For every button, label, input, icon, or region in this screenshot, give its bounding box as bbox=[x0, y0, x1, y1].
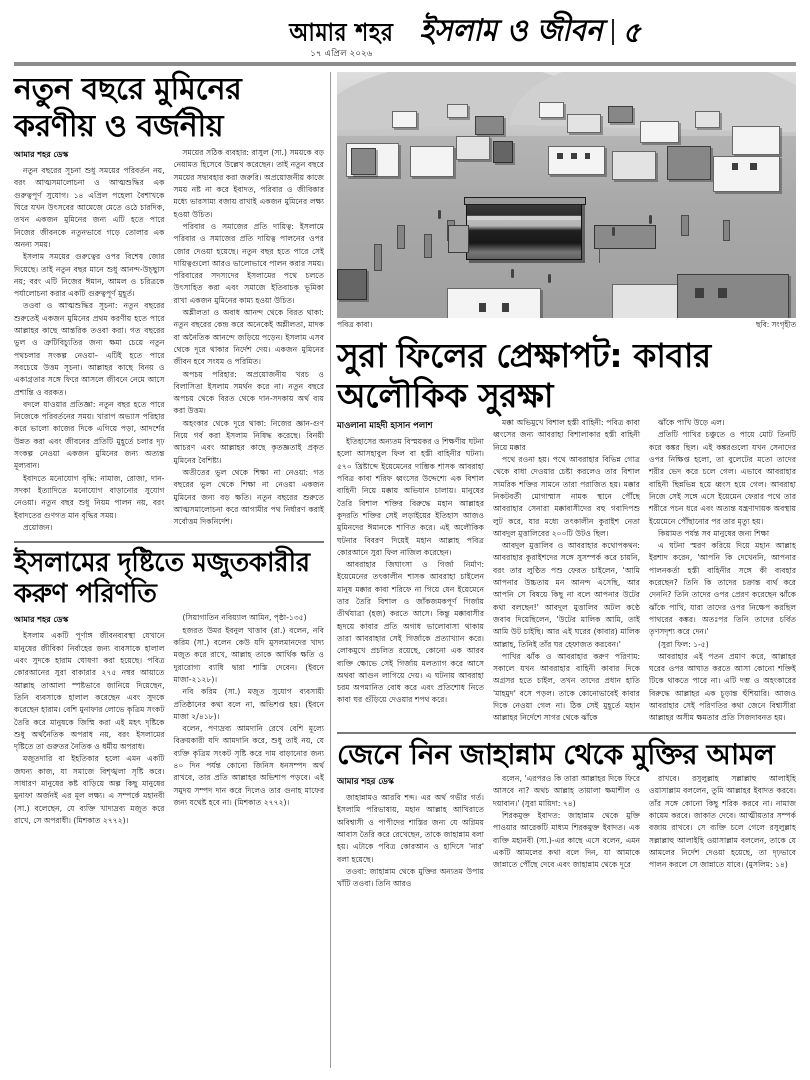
paragraph: ইবাদতে মনোযোগ বৃদ্ধি: নামাজ, রোজা, দান-সদকা ইত্যাদিতে মনোযোগ বাড়ানোর সুযোগ নেওয়া। নতুন বছর শুধু নিয়ম পালন নয়, বরং ইবাদতের গুণগত মান বৃদ্ধির সময়। bbox=[14, 473, 165, 520]
paragraph: রাখবে। রসুলুল্লাহ সল্লাল্লাহু আলাইহি ওয়াসাল্লাম বললেন, তুমি আল্লাহর ইবাদত করবে। তাঁর সঙ্গে কোনো কিছু শরিক করবে না। নামাজ কায়েম করবে। জাকাত দেবে। আত্মীয়তার সম্পর্ক বজায় রাখবে। সে ব্যক্তি চলে গেলে রসুলুল্লাহ সল্লাল্লাহু আলাইহি ওয়াসাল্লাম বললেন, তাকে যে আমলের নির্দেশ দেওয়া হয়েছে, তা দৃঢ়ভাবে পালন করলে সে জান্নাতে যাবে। (মুসলিম: ১৪) bbox=[649, 774, 796, 870]
paragraph: মক্কা অভিমুখে বিশাল হস্তী বাহিনী: পবিত্র কাবা ধ্বংসের জন্য আবরাহা বিশালাকার হস্তী বাহিনী নিয়ে মক্কার bbox=[493, 418, 640, 452]
photo-caption-text: পবিত্র কাবা। bbox=[337, 320, 373, 329]
page-content bbox=[0, 66, 810, 1078]
paragraph: তওবা ও আত্মশুদ্ধির সূচনা: নতুন বছরের শুরুতেই একজন মুমিনের প্রথম করণীয় হতে পারে আল্লাহর কাছে আন্তরিক তওবা করা। গত বছরের ভুল ও ত্রুটিবিচ্যুতির জন্য ক্ষমা চেয়ে নতুন পথচলার সংকল্প নেওয়া– এটিই হতে পারে সবচেয়ে উত্তম সূচনা। আল্লাহর কাছে বিনয় ও একাগ্রতার সঙ্গে ফিরে আসলে জীবনে নেমে আসে প্রশান্তি ও বরকত। bbox=[14, 301, 165, 397]
paragraph: পথে রওনা হয়। পথে আবরাহার বিভিন্ন গোত্র থেকে বাধা দেওয়ার চেষ্টা করলেও তার বিশাল সামরিক শক্তির সামনে তারা পরাজিত হয়। মক্কার নিকটবর্তী মোগাম্মাস নামক স্থানে পৌঁছে আবরাহার সেনারা মক্কাবাসীদের বহু গবাদিপশু লুট করে, যার মধ্যে তৎকালীন কুরাইশ নেতা আবদুল মুত্তালিবের ২০০টি উটও ছিল। bbox=[493, 455, 640, 538]
article-jahannam bbox=[337, 739, 796, 1068]
paragraph: প্রয়োজন। bbox=[23, 522, 53, 532]
article-jahannam-body bbox=[337, 773, 796, 890]
article-hoarding-byline: আমার শহর ডেস্ক bbox=[14, 615, 69, 625]
paragraph: হজরত উমর ইবনুল খাত্তাব (রা.) বলেন, নবি করিম (সা.) বলেন কেউ যদি মুসলমানদের খাদ্য মজুত করে রাখে, আল্লাহ তাকে আর্থিক ক্ষতি ও দুরারোগ্য ব্যাধি দ্বারা শাস্তি দেবেন। (ইবনে মাজা-২১২৮)। bbox=[173, 625, 324, 684]
paragraph: আবদুল মুত্তালিব ও আবরাহার কথোপকথন: আবরাহার কুরাইশদের সঙ্গে সুসম্পর্ক করে চায়নি, বরং তার লুণ্ঠিত পশু ফেরত চাইলেন, 'আমি আপনার উচ্চতায় মন আনন্দ এসেছি, আর আপনি সে বিষয়ে কিছু না বলে আপনার উটের কথা বলছেন!' আবদুল মুত্তালিব অটল কণ্ঠে জবাব দিয়েছিলেন, 'উটের মালিক আমি, তাই আমি উট চাইছি। আর এই ঘরের (কাবার) মালিক আল্লাহ, তিনিই তাঁর ঘর হেফাজত করবেন।' bbox=[493, 541, 640, 649]
paragraph: বলেন, পণ্যদ্রব্য আমদানি রেখে বেশি মূল্যে বিক্রয়কারী যদি আমদানি করে, শুধু তাই নয়, যে ব্যক্তি কৃত্রিম সংকট সৃষ্টি করে দাম বাড়ানোর জন্য ৪০ দিন পর্যন্ত কোনো জিনিস ধনসম্পদ অর্থ রাখবে, তার প্রতি আল্লাহর অভিশাপ পড়বে। এই সমুদয় সম্পদ দান করে দিলেও তার গুনাহ মাফের জন্য যথেষ্ট হবে না। (মিশকাত ২৭৭২)। bbox=[173, 724, 324, 807]
kaaba-photo-figure bbox=[337, 72, 796, 336]
paragraph: প্রতিটি পাখির চঞ্চুতে ও পায়ে মোট তিনটি করে কঙ্কর ছিল। এই কঙ্করগুলো যখন সেনাদের ওপর নিক্ষিপ্ত হলো, তা বুলেটের মতো তাদের শরীর ভেদ করে চলে গেল। এভাবে আবরাহার বাহিনী ছিন্নভিন্ন হয়ে ধ্বংস হয়ে গেল। আবরাহা নিজে সেই সঙ্গে এসে ইয়েমেন ফেরার পথে তার শরীরে পচন ধরে এবং অত্যন্ত যন্ত্রণাদায়ক অবস্থায় ইয়েমেনে পৌঁছানোর পর তার মৃত্যু হয়। bbox=[649, 430, 796, 526]
article-new-year-headline: নতুন বছরে মুমিনের করণীয় ও বর্জনীয় bbox=[14, 72, 242, 144]
paragraph: আবরাহার এই পতন প্রমাণ করে, আল্লাহর ঘরের ওপর আঘাত করতে আসা কোনো শক্তিই টিকে থাকতে পারে না। এটি দম্ভ ও অহংকারের বিরুদ্ধে আল্লাহর এক চূড়ান্ত হুঁশিয়ারি। আজও আবরাহার সেই পরিণতির কথা জেনে বিশ্বাসীরা আল্লাহর অসীম ক্ষমতার প্রতি সিজদাবনত হয়। bbox=[649, 651, 796, 723]
paragraph: নতুন বছরের সূচনা শুধু সময়ের পরিবর্তন নয়, বরং আত্মসমালোচনা ও আত্মশুদ্ধির এক গুরুত্বপূর্ণ সুযোগ। ১৪ এপ্রিল পহেলা বৈশাখকে ঘিরে যখন উৎসবের আমেজে মেতে ওঠে চারদিক, তখন একজন মুমিনের জন্য এটি হতে পারে নিজের জীবনকে নতুনভাবে গড়ে তোলার এক অনন্য সময়। bbox=[14, 166, 165, 249]
section-identity bbox=[419, 11, 640, 58]
photo-caption bbox=[337, 320, 796, 332]
paragraph: কিয়ামত পর্যন্ত সব মানুষের জন্য শিক্ষা bbox=[658, 528, 770, 538]
article-hoarding-body bbox=[14, 612, 324, 827]
article-new-year bbox=[14, 72, 324, 534]
kaaba-structure bbox=[466, 201, 583, 260]
paragraph: তওবা: জাহান্নাম থেকে মুক্তির অন্যতম উপায় খাঁটি তওবা। তিনি আরও bbox=[337, 866, 484, 889]
paper-identity bbox=[289, 18, 394, 59]
paragraph: (সিয়াগাতিন নবিয়্যাল আমিন, পৃষ্ঠা-১৩৫) bbox=[182, 613, 307, 623]
paragraph: মজুতদারি বা ইহতিকার হলো এমন একটি জঘন্য কাজ, যা সমাজে বিশৃঙ্খলা সৃষ্টি করে। সাধারণ মানুষের কষ্ট বাড়িয়ে অল্প কিছু মানুষের মুনাফা অর্জনই এর মূল লক্ষ্য। এ সম্পর্কে মহানবী (সা.) বলেছেন, যে ব্যক্তি খাদ্যদ্রব্য মজুত করে রাখে, সে অপরাধী। (মিশকাত ২৭৭২)। bbox=[14, 754, 165, 825]
paragraph: অশ্লীলতা ও অবাধ আনন্দ থেকে বিরত থাকা: নতুন বছরের কেন্দ্র করে অনেকেই অশ্লীলতা, মাদক বা অনৈতিক আনন্দে জড়িয়ে পড়েন। ইসলাম এসব থেকে দূরে থাকার নির্দেশ দেয়। একজন মুমিনের জীবন হবে সংযম ও পরিমিত। bbox=[173, 308, 324, 367]
article-sura-fil-byline: মাওলানা মাহদী হাসান পলাশ bbox=[337, 420, 433, 431]
article-hoarding-headline: ইসলামের দৃষ্টিতে মজুতকারীর করুণ পরিণতি bbox=[14, 548, 310, 610]
paragraph: নবি করিম (সা.) মজুত সুযোগ ব্যবসায়ী প্রতিষ্ঠানের কথা বলে না, অভিশপ্ত হয়। (ইবনে মাজা ২/৪১৮)। bbox=[173, 687, 324, 721]
paper-name: আমার শহর bbox=[289, 18, 394, 47]
left-section bbox=[14, 72, 324, 1068]
paragraph: বদলে যাওয়ার প্রতিজ্ঞা: নতুন বছর হতে পারে নিজেকে পরিবর্তনের সময়। খারাপ অভ্যাস পরিহার করে ভালো কাজের দিকে এগিয়ে পড়া, আদর্শের উন্নত করা এবং জীবনের প্রতিটি মুহূর্তে চলার দৃঢ় সংকল্প নেওয়া একজন মুমিনের জন্য অত্যন্ত মূল্যবান। bbox=[14, 399, 165, 471]
article-sura-fil bbox=[337, 336, 796, 725]
section-divider bbox=[14, 541, 324, 543]
section-divider bbox=[337, 732, 796, 734]
paragraph: ইতিহাসের অন্যতম বিস্ময়কর ও শিক্ষণীয় ঘটনা হলো আসহাবুল ফিল বা হস্তী বাহিনীর ঘটনা। ৫৭০ খ্রিষ্টাব্দে ইয়েমেনের দাম্ভিক শাসক আবরাহা পবিত্র কাবা শরিফ ধ্বংসের উদ্দেশ্যে এক বিশাল বাহিনী নিয়ে মক্কায় অভিযান চালায়। মানুষের তৈরি বিশাল শক্তির বিরুদ্ধে মহান আল্লাহর কুদরতি শক্তির সেই লড়াইয়ের ইতিহাস আজও মুমিনদের ঈমানকে শাণিত করে। এই অলৌকিক ঘটনার বিবরণ দিয়েই মহান আল্লাহ পবিত্র কোরআনে সুরা ফিল নাজিল করেছেন। bbox=[337, 437, 485, 557]
right-section bbox=[337, 72, 796, 1068]
paragraph: আবরাহার জিঘাংসা ও গির্জা নির্মাণ: ইয়েমেনের তৎকালীন শাসক আবরাহা চাইলেন মানুষ মক্কার কাবা শরিফে না গিয়ে যেন ইয়েমেনে তার তৈরি বিশাল ও জাঁকজমকপূর্ণ গির্জায় তীর্থযাত্রা (হজ) করতে আসে। কিন্তু মক্কাবাসীর হৃদয়ে কাবার প্রতি অগাধ ভালোবাসা থাকায় তারা আবরাহার সেই গির্জাকে প্রত্যাখ্যান করে। লোকমুখে প্রচলিত রয়েছে, কোনো এক আরব ব্যক্তি ক্ষোভে সেই গির্জায় মলত্যাগ করে আসে অথবা আগুন লাগিয়ে দেয়। এ ঘটনায় আবরাহা চরম অপমানিত বোধ করে এবং প্রতিশোধ নিতে কাবা ঘর গুঁড়িয়ে দেওয়ার শপথ করে। bbox=[337, 560, 484, 705]
article-new-year-byline: আমার শহর ডেস্ক bbox=[14, 150, 69, 160]
page-masthead bbox=[0, 0, 810, 58]
paragraph: অহংকার থেকে দূরে থাকা: নিজের জ্ঞান-গুণ নিয়ে গর্ব করা ইসলাম নিষিদ্ধ করেছে। বিনয়ী আচরণ এবং আল্লাহর কাছে কৃতজ্ঞতাই প্রকৃত মুমিনের বৈশিষ্ট্য। bbox=[173, 418, 324, 465]
article-jahannam-byline: আমার শহর ডেস্ক bbox=[337, 776, 394, 787]
photo-credit: ছবি: সংগৃহীত bbox=[756, 320, 796, 329]
paragraph: অতীতের ভুল থেকে শিক্ষা না নেওয়া: গত বছরের ভুল থেকে শিক্ষা না নেওয়া একজন মুমিনের জন্য বড় ক্ষতি। নতুন বছরের শুরুতে আত্মসমালোচনা করে আগামীর পথ নির্ধারণ করাই সর্বোত্তম দিকনির্দেশ। bbox=[173, 467, 324, 527]
paragraph: ঝাঁকে পাখি উড়ে এল। bbox=[658, 418, 725, 428]
kaaba-photo bbox=[337, 72, 796, 318]
paragraph: জাহান্নামও আরবি শব্দ। এর অর্থ গভীর গর্ত। ইসলামি পরিভাষায়, মহান আল্লাহ আখিরাতে অবিশ্বাসী ও পাপীদের শাস্তির জন্য যে অগ্নিময় আবাস তৈরি করে রেখেছেন, তাকে জাহান্নাম বলা হয়। এটাকে পবিত্র কোরআন ও হাদিসে 'নার' বলা হয়েছে। bbox=[337, 793, 484, 864]
publication-date: ১৭ এপ্রিল ২০২৬ bbox=[310, 48, 373, 59]
page-number: ৫ bbox=[622, 16, 641, 49]
paragraph: বলেন, 'এরপরও কি তারা আল্লাহর দিকে ফিরে আসবে না? অথচ আল্লাহ তায়ালা ক্ষমাশীল ও দয়াবান।' (সুরা মায়িদা: ৭৪) bbox=[493, 774, 640, 808]
article-sura-fil-headline: সুরা ফিলের প্রেক্ষাপট: কাবার অলৌকিক সুরক্ষা bbox=[337, 336, 711, 415]
paragraph: (সুরা ফিল: ১-৫) bbox=[658, 639, 709, 649]
article-sura-fil-body bbox=[337, 417, 796, 724]
paragraph: ইসলাম সময়ের গুরুত্বের ওপর বিশেষ জোর দিয়েছে। তাই নতুন বছর মানে শুধু আনন্দ-উচ্ছ্বাস নয়; বরং এটি নিজের ঈমান, আমল ও চরিত্রকে পর্যালোচনা করার একটি গুরুত্বপূর্ণ মুহূর্ত। bbox=[14, 252, 165, 299]
paragraph: সময়ের সঠিক ব্যবহার: রাসুল (সা.) সময়কে বড় নেয়ামত হিসেবে উল্লেখ করেছেন। তাই নতুন বছরে সময়ের সদ্ব্যবহার করা জরুরি। অপ্রয়োজনীয় কাজে সময় নষ্ট না করে ইবাদত, পরিবার ও জীবিকার মধ্যে ভারসাম্য বজায় রাখাই একজন মুমিনের লক্ষ্য হওয়া উচিত। bbox=[173, 148, 324, 219]
masthead-divider bbox=[612, 19, 614, 45]
section-name: ইসলাম ও জীবন bbox=[419, 12, 603, 49]
paragraph: শিরকমুক্ত ইবাদত: জাহান্নাম থেকে মুক্তি পাওয়ার আরেকটি মাধ্যম শিরকমুক্ত ইবাদত। এক ব্যক্তি মহানবী (সা.)-এর কাছে এসে বলেন, এমন একটি আমলের কথা বলে দিন, যা আমাকে জান্নাতে পৌঁছে দেবে এবং জাহান্নাম থেকে দূরে bbox=[493, 810, 640, 870]
paragraph: এ ঘটনা স্মরণ করিয়ে দিয়ে মহান আল্লাহ ইরশাদ করেন, 'আপনি কি দেখেননি, আপনার পালনকর্তা হস্তী বাহিনীর সঙ্গে কী ব্যবহার করেছেন? তিনি কি তাদের চক্রান্ত ব্যর্থ করে দেননি? তিনি তাদের ওপর প্রেরণ করেছেন ঝাঁকে ঝাঁকে পাখি, যারা তাদের ওপর নিক্ষেপ করছিল পাথরের কঙ্কর। অতঃপর তিনি তাদের চর্বিত তৃণসদৃশ্য করে দেন।' bbox=[649, 541, 796, 637]
paragraph: ইসলাম একটি পূর্ণাঙ্গ জীবনব্যবস্থা যেখানে মানুষের জীবিকা নির্বাহের জন্য ব্যবসাকে হালাল এবং সুদকে হারাম ঘোষণা করা হয়েছে। পবিত্র কোরআনের সুরা বাকারার ২৭৫ নম্বর আয়াতে আল্লাহ তাআলা স্পষ্টভাবে জানিয়ে দিয়েছেন, তিনি ব্যবসাকে হালাল করেছেন এবং সুদকে করেছেন হারাম। বেশি মুনাফার লোভে কৃত্রিম সংকট তৈরি করে মানুষকে জিম্মি করা এই মহৎ দৃষ্টিকে শুধু অর্থনৈতিক অপরাধ নয়, বরং ইসলামের দৃষ্টিতে তা গুরুতর নৈতিক ও ধর্মীয় অপরাধ। bbox=[14, 631, 165, 752]
column-divider bbox=[330, 72, 331, 1068]
paragraph: পাখির ঝাঁক ও আবরাহার করুণ পরিণাম: সকালে যখন আবরাহার বাহিনী কাবার দিকে অগ্রসর হতে চাইল, তখন তাদের প্রধান হাতি 'মাহমুদ' বসে পড়ল। তাকে কোনোভাবেই কাবার দিকে নেওয়া গেল না। ঠিক সেই মুহূর্তে মহান আল্লাহর নির্দেশে সাগর থেকে ঝাঁকে bbox=[493, 651, 640, 723]
article-new-year-body bbox=[14, 147, 324, 534]
article-jahannam-headline: জেনে নিন জাহান্নাম থেকে মুক্তির আমল bbox=[337, 737, 775, 771]
paragraph: পরিবার ও সমাজের প্রতি দায়িত্ব: ইসলামে পরিবার ও সমাজের প্রতি দায়িত্ব পালনের ওপর জোর দেওয়া হয়েছে। নতুন বছর হতে পারে সেই দায়িত্বগুলো আরও ভালোভাবে পালন করার সময়। পরিবারের সদস্যদের ইসলামের পথে চলতে উৎসাহিত করা এবং সমাজে ইতিবাচক ভূমিকা রাখা একজন মুমিনের কাম্য হওয়া উচিত। bbox=[173, 221, 324, 305]
article-hoarding bbox=[14, 548, 324, 1068]
paragraph: অপচয় পরিহার: অপ্রয়োজনীয় খরচ ও বিলাসিতা ইসলাম সমর্থন করে না। নতুন বছরে অপচয় থেকে বিরত থেকে দান-সদকায় অর্থ ব্যয় করা উত্তম। bbox=[173, 369, 324, 416]
